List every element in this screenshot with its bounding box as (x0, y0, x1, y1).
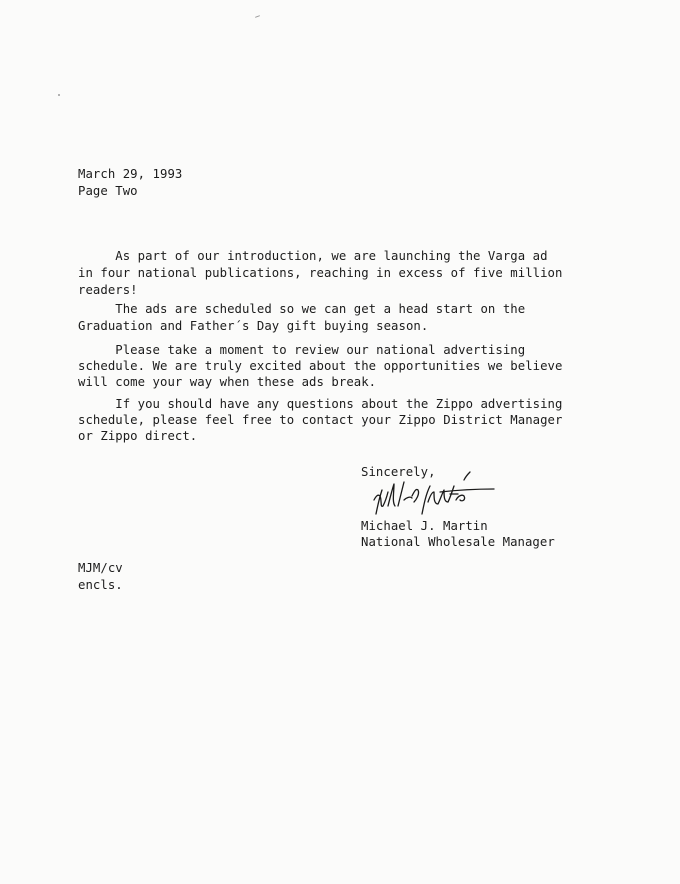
paragraph-line: readers! (78, 283, 138, 297)
paragraph-line: schedule. We are truly excited about the opportunities we believe (78, 359, 563, 373)
typist-initials: MJM/cv (78, 561, 123, 575)
paragraph-line: will come your way when these ads break. (78, 375, 377, 389)
handwritten-signature (368, 470, 498, 522)
signer-name: Michael J. Martin (361, 519, 488, 533)
paragraph-line: Please take a moment to review our national advertising (78, 343, 526, 357)
paragraph-line: The ads are scheduled so we can get a head start on the (78, 302, 526, 316)
paragraph-line: If you should have any questions about the Zippo advertising (78, 397, 563, 411)
paragraph-line: Graduation and Father´s Day gift buying season. (78, 319, 429, 333)
paper-speck (58, 94, 60, 96)
enclosures-note: encls. (78, 578, 123, 592)
closing-salutation: Sincerely, (361, 465, 436, 479)
page-number: Page Two (78, 184, 138, 198)
letter-date: March 29, 1993 (78, 167, 183, 181)
paragraph-line: or Zippo direct. (78, 429, 198, 443)
paragraph-line: schedule, please feel free to contact your Zippo District Manager (78, 413, 563, 427)
signer-title: National Wholesale Manager (361, 535, 555, 549)
paper-speck (255, 15, 260, 18)
paragraph-line: in four national publications, reaching in excess of five million (78, 266, 563, 280)
paragraph-line: As part of our introduction, we are launching the Varga ad (78, 249, 548, 263)
